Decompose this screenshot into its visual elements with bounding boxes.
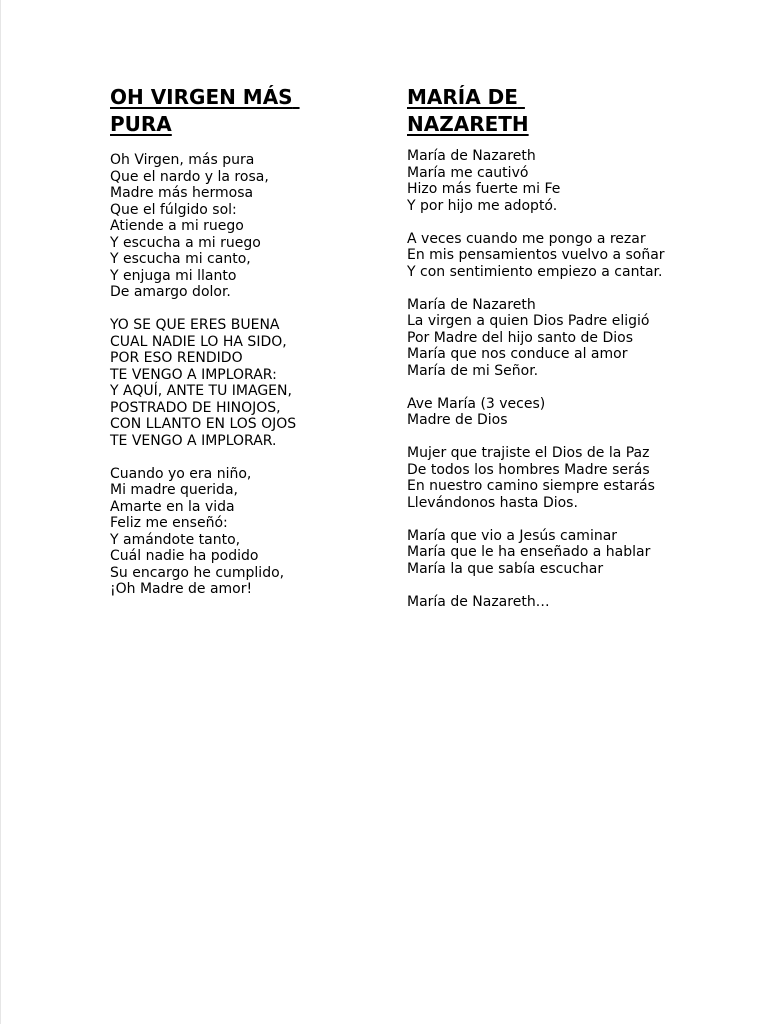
lyric-line: María me cautivó <box>407 164 529 181</box>
left-stanza-1 <box>110 152 355 301</box>
right-song-title: MARÍA DE NAZARETH <box>407 85 529 136</box>
lyric-line: Y con sentimiento empiezo a cantar. <box>407 263 663 280</box>
lyric-line: Ave María (3 veces) <box>407 395 546 412</box>
left-song-title: OH VIRGEN MÁS PURA <box>110 85 300 136</box>
lyric-line: Cuál nadie ha podido <box>110 548 259 564</box>
lyric-line: CON LLANTO EN LOS OJOS <box>110 416 297 432</box>
lyric-line: Amarte en la vida <box>110 498 235 515</box>
lyric-line: Hizo más fuerte mi Fe <box>407 181 561 197</box>
lyric-line: Llevándonos hasta Dios. <box>407 494 578 511</box>
lyric-line: TE VENGO A IMPLORAR: <box>110 366 277 383</box>
lyric-line: Mujer que trajiste el Dios de la Paz <box>407 445 650 461</box>
lyric-line: Y amándote tanto, <box>110 531 241 548</box>
lyric-line: En mis pensamientos vuelvo a soñar <box>407 247 665 263</box>
lyric-line: ¡Oh Madre de amor! <box>110 581 253 597</box>
lyric-line: CUAL NADIE LO HA SIDO, <box>110 333 287 350</box>
left-song-column <box>110 84 355 614</box>
lyric-line: Madre más hermosa <box>110 185 254 201</box>
right-song-lyrics <box>407 148 669 610</box>
right-stanza-1 <box>407 148 669 214</box>
lyric-line: Y escucha mi canto, <box>110 251 251 267</box>
right-stanza-5 <box>407 445 669 511</box>
lyric-line: Madre de Dios <box>407 412 508 428</box>
lyric-line: Que el fúlgido sol: <box>110 201 237 218</box>
left-song-lyrics <box>110 152 355 598</box>
lyric-line: María de mi Señor. <box>407 362 539 379</box>
lyric-line: Su encargo he cumplido, <box>110 564 285 581</box>
lyric-line: Que el nardo y la rosa, <box>110 168 269 185</box>
lyric-line: De todos los hombres Madre serás <box>407 461 650 478</box>
lyric-line: En nuestro camino siempre estarás <box>407 478 655 494</box>
lyric-line: Cuando yo era niño, <box>110 465 252 482</box>
lyric-line: Y enjuga mi llanto <box>110 267 237 284</box>
right-stanza-2 <box>407 231 669 281</box>
right-stanza-3 <box>407 297 669 380</box>
lyric-line: Y escucha a mi ruego <box>110 234 261 251</box>
lyric-line: TE VENGO A IMPLORAR. <box>110 432 277 449</box>
lyric-line: María que vio a Jesús caminar <box>407 527 618 544</box>
lyric-line: María que nos conduce al amor <box>407 346 628 362</box>
left-stanza-3 <box>110 466 355 598</box>
lyric-line: POSTRADO DE HINOJOS, <box>110 399 281 416</box>
lyric-line: María de Nazareth… <box>407 593 550 610</box>
lyric-line: María de Nazareth <box>407 296 536 313</box>
lyric-line: María de Nazareth <box>407 148 536 164</box>
lyric-line: Por Madre del hijo santo de Dios <box>407 329 634 346</box>
lyric-line: Atiende a mi ruego <box>110 218 244 234</box>
lyric-line: María que le ha enseñado a hablar <box>407 544 651 560</box>
left-stanza-2 <box>110 317 355 449</box>
lyric-line: María la que sabía escuchar <box>407 560 604 577</box>
lyric-line: YO SE QUE ERES BUENA <box>110 317 280 333</box>
lyric-line: La virgen a quien Dios Padre eligió <box>407 313 650 329</box>
lyric-line: A veces cuando me pongo a rezar <box>407 230 646 247</box>
lyric-line: Mi madre querida, <box>110 482 238 498</box>
right-stanza-4 <box>407 396 669 429</box>
lyric-line: Feliz me enseñó: <box>110 515 228 531</box>
lyric-line: Oh Virgen, más pura <box>110 152 255 168</box>
right-stanza-6 <box>407 528 669 578</box>
right-song-column <box>407 84 669 627</box>
right-stanza-7 <box>407 594 669 611</box>
lyric-line: De amargo dolor. <box>110 284 231 300</box>
lyric-line: Y por hijo me adoptó. <box>407 197 558 214</box>
lyric-line: POR ESO RENDIDO <box>110 350 243 366</box>
lyric-line: Y AQUÍ, ANTE TU IMAGEN, <box>110 383 292 399</box>
